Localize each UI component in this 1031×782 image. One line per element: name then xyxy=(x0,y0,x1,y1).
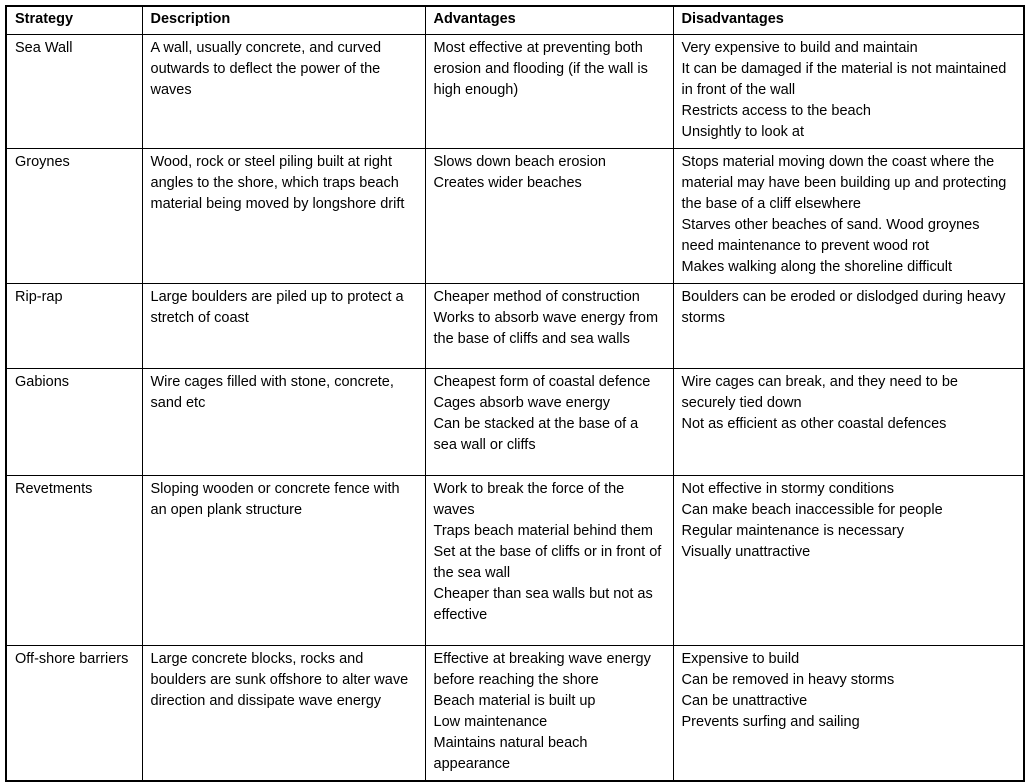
cell-line: Not effective in stormy conditions xyxy=(681,481,894,497)
advantages-cell xyxy=(425,284,673,369)
cell-line: Sloping wooden or concrete fence with an open plank structure xyxy=(150,481,400,518)
table-row xyxy=(6,35,1024,149)
cell-line: Can be removed in heavy storms xyxy=(681,672,895,688)
cell-line: Wire cages filled with stone, concrete, sand etc xyxy=(150,374,394,411)
advantages-cell xyxy=(425,646,673,782)
cell-line: Visually unattractive xyxy=(681,544,811,560)
cell-line: Cheapest form of coastal defence xyxy=(433,374,651,390)
cell-line: Beach material is built up xyxy=(433,693,596,709)
column-header-strategy: Strategy xyxy=(6,6,142,35)
cell-line: Work to break the force of the waves xyxy=(433,481,625,518)
advantages-cell xyxy=(425,149,673,284)
disadvantages-cell xyxy=(673,35,1024,149)
cell-line: Sea Wall xyxy=(15,40,73,56)
cell-line: Regular maintenance is necessary xyxy=(681,523,904,539)
cell-line: Restricts access to the beach xyxy=(681,103,871,119)
header-row xyxy=(6,6,1024,35)
cell-line: Off-shore barriers xyxy=(15,651,129,667)
description-cell xyxy=(142,149,425,284)
cell-line: Can make beach inaccessible for people xyxy=(681,502,943,518)
cell-line: Makes walking along the shoreline difficult xyxy=(681,259,953,275)
disadvantages-cell xyxy=(673,149,1024,284)
cell-line: Cages absorb wave energy xyxy=(433,395,611,411)
cell-line: Wire cages can break, and they need to be securely tied down xyxy=(681,374,958,411)
cell-line: Gabions xyxy=(15,374,70,390)
description-cell xyxy=(142,369,425,476)
advantages-cell xyxy=(425,476,673,646)
cell-line: Maintains natural beach appearance xyxy=(433,735,588,772)
cell-line: Very expensive to build and maintain xyxy=(681,40,918,56)
column-header-disadvantages: Disadvantages xyxy=(673,6,1024,35)
description-cell xyxy=(142,284,425,369)
cell-line: Wood, rock or steel piling built at right angles to the shore, which traps beach material being moved by longshore drift xyxy=(150,154,405,212)
column-header-advantages: Advantages xyxy=(425,6,673,35)
cell-line: Prevents surfing and sailing xyxy=(681,714,860,730)
cell-line: Large boulders are piled up to protect a stretch of coast xyxy=(150,289,404,326)
strategy-cell xyxy=(6,646,142,782)
advantages-cell xyxy=(425,369,673,476)
cell-line: Stops material moving down the coast where the material may have been building up and protecting the base of a cliff elsewhere xyxy=(681,154,1007,212)
cell-line: Not as efficient as other coastal defences xyxy=(681,416,947,432)
cell-line: Traps beach material behind them xyxy=(433,523,653,539)
advantages-cell xyxy=(425,35,673,149)
cell-line: Low maintenance xyxy=(433,714,548,730)
strategy-cell xyxy=(6,369,142,476)
strategy-cell xyxy=(6,35,142,149)
strategy-cell xyxy=(6,284,142,369)
cell-line: Can be unattractive xyxy=(681,693,808,709)
disadvantages-cell xyxy=(673,646,1024,782)
cell-line: Cheaper than sea walls but not as effective xyxy=(433,586,653,623)
cell-line: It can be damaged if the material is not maintained in front of the wall xyxy=(681,61,1007,98)
description-cell xyxy=(142,476,425,646)
cell-line: Starves other beaches of sand. Wood groynes need maintenance to prevent wood rot xyxy=(681,217,980,254)
strategy-cell xyxy=(6,149,142,284)
disadvantages-cell xyxy=(673,476,1024,646)
disadvantages-cell xyxy=(673,284,1024,369)
description-cell xyxy=(142,35,425,149)
cell-line: Groynes xyxy=(15,154,70,170)
column-header-description: Description xyxy=(142,6,425,35)
table-body xyxy=(6,35,1024,782)
cell-line: A wall, usually concrete, and curved outwards to deflect the power of the waves xyxy=(150,40,382,98)
disadvantages-cell xyxy=(673,369,1024,476)
table-row xyxy=(6,149,1024,284)
table-row xyxy=(6,646,1024,782)
cell-line: Expensive to build xyxy=(681,651,800,667)
cell-line: Cheaper method of construction xyxy=(433,289,640,305)
table-row xyxy=(6,476,1024,646)
strategy-cell xyxy=(6,476,142,646)
coastal-strategies-table xyxy=(5,5,1025,782)
cell-line: Rip-rap xyxy=(15,289,63,305)
cell-line: Large concrete blocks, rocks and boulders are sunk offshore to alter wave direction and dissipate wave energy xyxy=(150,651,409,709)
cell-line: Set at the base of cliffs or in front of the sea wall xyxy=(433,544,662,581)
cell-line: Slows down beach erosion xyxy=(433,154,606,170)
cell-line: Effective at breaking wave energy before reaching the shore xyxy=(433,651,651,688)
description-cell xyxy=(142,646,425,782)
table-row xyxy=(6,284,1024,369)
cell-line: Unsightly to look at xyxy=(681,124,805,140)
cell-line: Can be stacked at the base of a sea wall or cliffs xyxy=(433,416,639,453)
cell-line: Creates wider beaches xyxy=(433,175,582,191)
cell-line: Boulders can be eroded or dislodged during heavy storms xyxy=(681,289,1006,326)
cell-line: Most effective at preventing both erosion and flooding (if the wall is high enough) xyxy=(433,40,648,98)
cell-line: Works to absorb wave energy from the base of cliffs and sea walls xyxy=(433,310,659,347)
table-row xyxy=(6,369,1024,476)
cell-line: Revetments xyxy=(15,481,93,497)
